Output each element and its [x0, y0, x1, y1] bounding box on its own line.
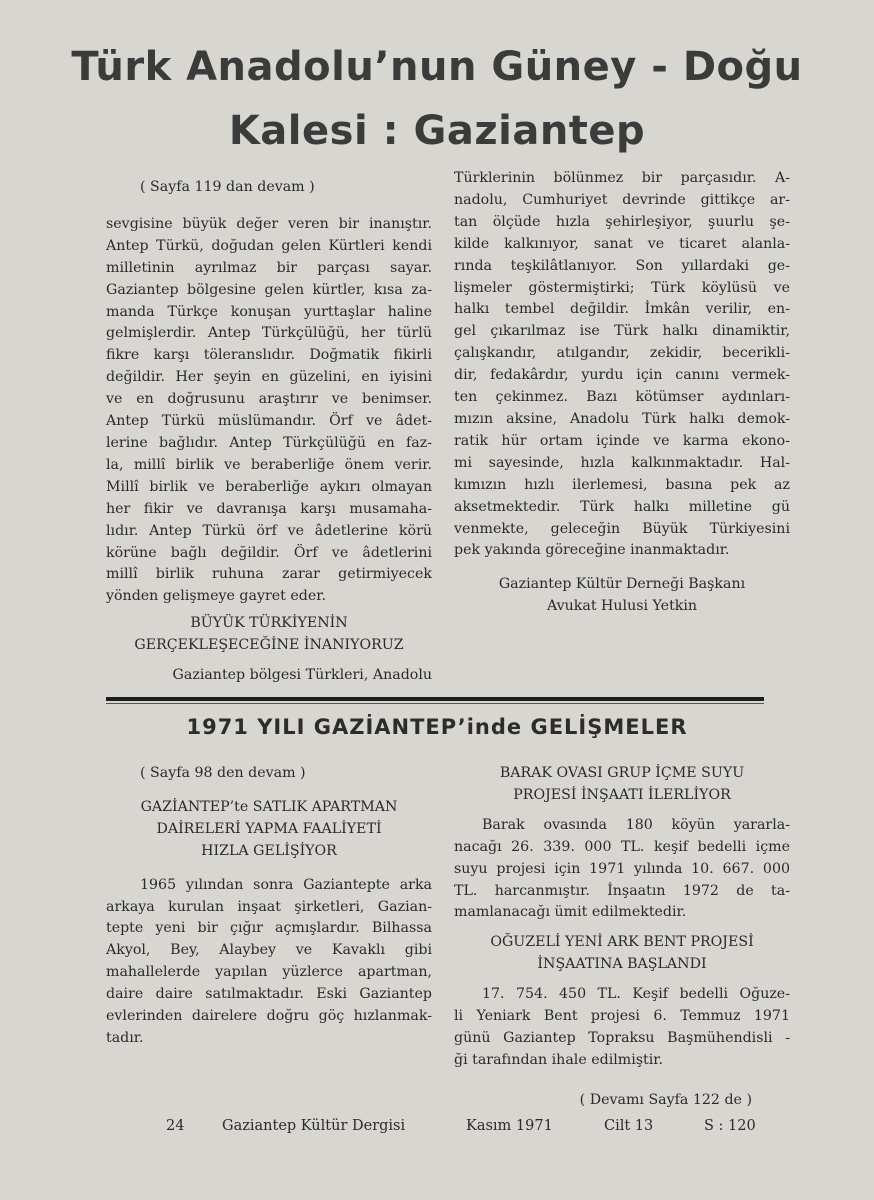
text-line: suyu projesi için 1971 yılında 10. 667. 000	[454, 860, 790, 877]
item3-heading-line-2: İNŞAATINA BAŞLANDI	[537, 956, 707, 973]
text-line: halkı tembel değildir. İmkân verilir, en-	[454, 301, 790, 318]
text-line: nadolu, Cumhuriyet devrinde gittikçe ar-	[454, 191, 790, 208]
journal-name: Gaziantep Kültür Dergisi	[222, 1118, 406, 1134]
text-line: rında teşkilâtlanıyor. Son yıllardaki ge-	[454, 257, 790, 274]
text-line: nacağı 26. 339. 000 TL. keşif bedelli içme	[454, 838, 790, 855]
slogan-line-2: GERÇEKLEŞECEĞİNE İNANIYORUZ	[134, 637, 404, 654]
text-line: daire daire satılmaktadır. Eski Gaziantep	[106, 986, 432, 1003]
text-line: Millî birlik ve beraberliğe aykırı olmayan	[106, 478, 432, 495]
text-line: mamlanacağı ümit edilmektedir.	[454, 904, 687, 921]
text-line: milletinin ayrılmaz bir parçası sayar.	[106, 259, 432, 276]
text-line: dir, fedakârdır, yurdu için canını vermek-	[454, 367, 790, 384]
section-divider-thick	[106, 697, 764, 701]
item1-heading-line-2: DAİRELERİ YAPMA FAALİYETİ	[156, 820, 382, 837]
item1-heading-line-3: HIZLA GELİŞİYOR	[201, 842, 337, 859]
text-line: ği tarafından ihale edilmiştir.	[454, 1051, 664, 1068]
volume-number: Cilt 13	[604, 1118, 654, 1134]
text-line: mahallelerde yapılan yüzlerce apartman,	[106, 964, 432, 981]
article1-left-body	[106, 214, 432, 608]
section-title: 1971 YILI GAZİANTEP’inde GELİŞMELER	[186, 715, 688, 739]
continued-to-note: ( Devamı Sayfa 122 de )	[579, 1091, 752, 1108]
text-line: Türklerinin bölünmez bir parçasıdır. A-	[454, 170, 790, 186]
item1-body	[106, 875, 432, 1050]
item2-heading-line-1: BARAK OVASI GRUP İÇME SUYU	[499, 765, 745, 781]
text-line: millî birlik ruhuna zarar getirmiyecek	[106, 566, 432, 583]
text-line: değildir. Her şeyin en güzelini, en iyisini	[106, 369, 432, 386]
article-title-line-1: Türk Anadolu’nun Güney - Doğu	[71, 44, 803, 90]
text-line: kımızın hızlı ilerlemesi, basına pek az	[454, 476, 790, 493]
text-line: yönden gelişmeye gayret eder.	[106, 588, 326, 605]
text-line: li Yeniark Bent projesi 6. Temmuz 1971	[454, 1008, 790, 1025]
issue-number: S : 120	[704, 1118, 756, 1134]
text-line: fikre karşı töleranslıdır. Doğmatik fikirli	[106, 347, 432, 364]
article-title-line-2: Kalesi : Gaziantep	[228, 108, 646, 154]
text-line: tepte yeni bir çığır açmışlardır. Bilhassa	[106, 920, 432, 937]
text-line: Antep Türkü müslümandır. Örf ve âdet-	[106, 413, 432, 430]
text-line: günü Gaziantep Topraksu Başmühendisli -	[454, 1029, 790, 1046]
text-line: 17. 754. 450 TL. Keşif bedelli Oğuze-	[482, 986, 790, 1003]
text-line: gelmişlerdir. Antep Türkçülüğü, her türlü	[106, 325, 432, 342]
text-line: ten çekinmez. Bazı kötümser aydınları-	[454, 389, 790, 406]
text-line: Antep Türkü, doğudan gelen Kürtleri kendi	[106, 237, 432, 254]
text-line: venmekte, geleceğin Büyük Türkiyesini	[454, 520, 790, 537]
item3-body	[454, 984, 790, 1072]
article1-right-body	[454, 168, 790, 562]
continued-from-note: ( Sayfa 119 dan devam )	[140, 179, 315, 195]
text-line: lıdır. Antep Türkü örf ve âdetlerine körü	[106, 522, 432, 539]
text-line: 1965 yılından sonra Gaziantepte arka	[140, 876, 432, 893]
section-divider-thin	[106, 703, 764, 704]
article2-left-column	[106, 763, 432, 1050]
text-line: lerine bağlıdır. Antep Türkçülüğü en faz-	[106, 434, 432, 451]
text-line: kilde kalkınıyor, sanat ve ticaret alanla-	[454, 235, 790, 252]
author-organization: Gaziantep Kültür Derneği Başkanı	[498, 576, 746, 593]
text-line: aksetmektedir. Türk halkı milletine gü	[454, 498, 790, 515]
text-line: sevgisine büyük değer veren bir inanıştır.	[106, 215, 432, 232]
article1-right-column	[454, 168, 790, 618]
text-line: her fikir ve davranışa karşı musamaha-	[106, 500, 432, 517]
text-line: gel çıkarılmaz ise Türk halkı dinamiktir,	[454, 323, 790, 340]
text-line: ve en doğrusunu araştırır ve benimser.	[106, 391, 432, 408]
text-line: lişmeler göstermiştirki; Türk köylüsü ve	[454, 279, 790, 296]
text-line: Gaziantep bölgesine gelen kürtler, kısa za-	[106, 281, 432, 298]
item2-body	[454, 815, 790, 925]
item3-heading-line-1: OĞUZELİ YENİ ARK BENT PROJESİ	[490, 934, 754, 951]
article1-left-column	[106, 177, 432, 687]
text-line: Akyol, Bey, Alaybey ve Kavaklı gibi	[106, 942, 432, 959]
text-line: TL. harcanmıştır. İnşaatın 1972 de ta-	[454, 882, 790, 899]
text-line: tadır.	[106, 1029, 144, 1046]
item2-heading-line-2: PROJESİ İNŞAATI İLERLİYOR	[513, 786, 731, 803]
article2-right-column	[454, 763, 790, 1112]
page-footer	[0, 1118, 874, 1142]
text-line: la, millî birlik ve beraberliğe önem verir.	[106, 456, 432, 473]
text-line: Barak ovasında 180 köyün yararla-	[482, 816, 790, 833]
text-line: arkaya kurulan inşaat şirketleri, Gazian-	[106, 898, 432, 915]
page-number: 24	[166, 1118, 185, 1134]
issue-date: Kasım 1971	[466, 1118, 553, 1134]
text-line: mızın aksine, Anadolu Türk halkı demok-	[454, 410, 790, 427]
author-name: Avukat Hulusi Yetkin	[546, 598, 698, 615]
slogan-signature: Gaziantep bölgesi Türkleri, Anadolu	[172, 667, 432, 684]
slogan-line-1: BÜYÜK TÜRKİYENİN	[190, 615, 348, 632]
text-line: tan ölçüde hızla şehirleşiyor, şuurlu şe-	[454, 213, 790, 230]
text-line: evlerinden dairelere doğru göç hızlanmak-	[106, 1008, 432, 1025]
text-line: mi sayesinde, hızla kalkınmaktadır. Hal-	[454, 454, 790, 471]
text-line: pek yakında göreceğine inanmaktadır.	[454, 542, 730, 559]
continued-from-note-2: ( Sayfa 98 den devam )	[140, 765, 306, 781]
text-line: çalışkandır, atılgandır, zekidir, becerikli-	[454, 345, 790, 362]
text-line: manda Türkçe konuşan yurttaşlar haline	[106, 303, 432, 320]
text-line: ratik hür ortam içinde ve karma ekono-	[454, 432, 790, 449]
text-line: körüne bağlı değildir. Örf ve âdetlerini	[106, 544, 432, 561]
item1-heading-line-1: GAZİANTEP’te SATLIK APARTMAN	[140, 798, 398, 815]
